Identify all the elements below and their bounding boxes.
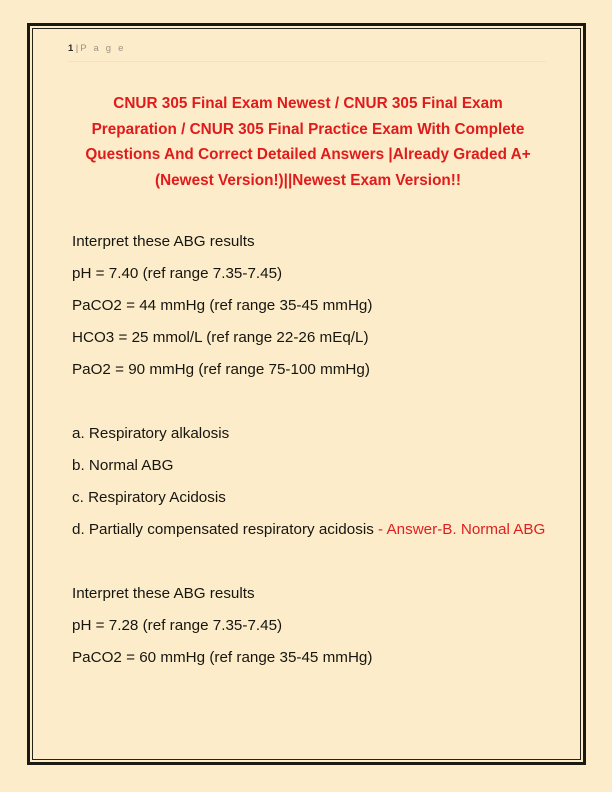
abg-value: pH = 7.28 (ref range 7.35-7.45) xyxy=(72,617,283,634)
abg-value: pH = 7.40 (ref range 7.35-7.45) xyxy=(72,265,283,282)
abg-value: PaO2 = 90 mmHg (ref range 75-100 mmHg) xyxy=(72,361,370,378)
paragraph-spacer xyxy=(72,386,550,418)
correct-answer-text: - Answer-B. Normal ABG xyxy=(373,521,546,538)
abg-value: PaCO2 = 60 mmHg (ref range 35-45 mmHg) xyxy=(72,649,373,666)
answer-option-with-answer xyxy=(72,514,550,546)
paragraph-spacer xyxy=(72,546,550,578)
running-header xyxy=(68,39,550,58)
abg-value: PaCO2 = 44 mmHg (ref range 35-45 mmHg) xyxy=(72,297,373,314)
answer-option: c. Respiratory Acidosis xyxy=(72,489,226,506)
page-header-separator: | xyxy=(75,43,79,54)
page-number: 1 xyxy=(68,43,74,54)
abg-value: HCO3 = 25 mmol/L (ref range 22-26 mEq/L) xyxy=(72,329,369,346)
question-prompt: Interpret these ABG results xyxy=(72,585,255,602)
answer-option: b. Normal ABG xyxy=(72,457,174,474)
answer-option-text: d. Partially compensated respiratory acidosis xyxy=(72,521,374,538)
page-header-label: P a g e xyxy=(80,43,126,54)
page-border-frame xyxy=(27,23,586,765)
page-content xyxy=(33,29,580,759)
question-prompt: Interpret these ABG results xyxy=(72,233,255,250)
page-border-inner xyxy=(32,28,581,760)
answer-option: a. Respiratory alkalosis xyxy=(72,425,230,442)
document-title: CNUR 305 Final Exam Newest / CNUR 305 Final Exam Preparation / CNUR 305 Final Practice Exam With Complete Questions And Correct Detailed Answers |Already Graded A+(Newest Version!)||Newest Exam Version!! xyxy=(85,95,531,189)
document-body xyxy=(68,193,550,674)
